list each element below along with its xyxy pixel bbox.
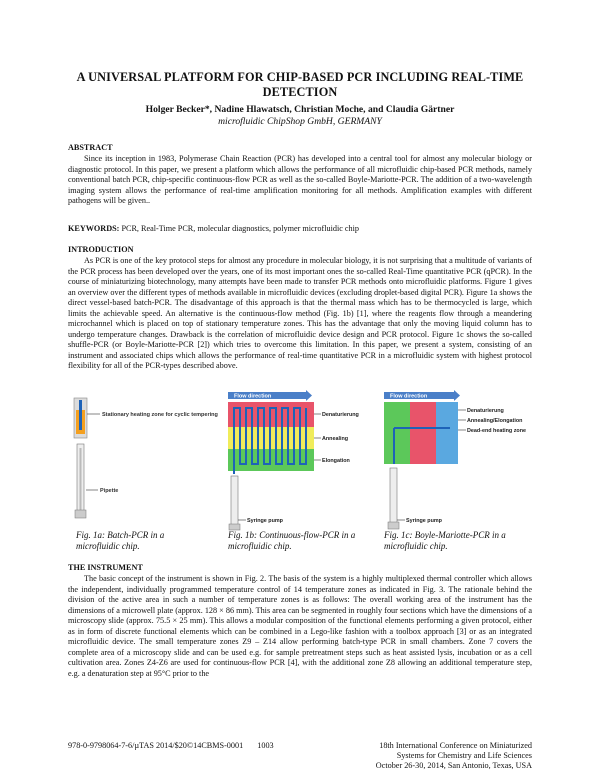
- syringe-body: [390, 468, 397, 524]
- figure-1c-illustration: [380, 392, 532, 534]
- paper-affiliation: microfluidic ChipShop GmbH, GERMANY: [218, 116, 382, 127]
- page-number: 1003: [257, 741, 274, 750]
- figure-1b-illustration: [226, 392, 360, 534]
- zone-label-dead-end: Dead-end heating zone: [467, 428, 527, 434]
- footer-isbn: [68, 741, 274, 751]
- keywords-label: KEYWORDS:: [68, 224, 120, 233]
- sample-channel: [79, 400, 82, 430]
- syringe-body: [231, 476, 238, 526]
- keywords-line: [68, 224, 532, 234]
- instrument-text: The basic concept of the instrument is shown in Fig. 2. The basis of the system is a highly multiplexed thermal controller which allows the independent, individually programmed temperature control of 14 temperature zones as indicated in Fig. 3. The rationale behind the division of the active area in such a number of temperature zones is as follows: The overall working area of the instrument has the dimensions of a microwell plate (approx. 128 × 86 mm). This area can be segmented in roughly four sections which have the dimensions of a microscopy slide (approx. 75.5 × 25 mm). This allows a modular composition of the functional elements performing a given protocol, either as in form of discrete functional elements which can be combined in a Lego-like fashion with a toolbox approach [3] or as an integrated microfluidic device. The small temperature zones Z9 – Z14 allow performing batch-type PCR in small chambers. Zone 7 covers the complete area of a microscopy slide and can be used e.g. for sample pretreatment steps such as heat assisted lysis, incubation or as a cell cultivation area. Zones Z4-Z6 are used for continuous-flow PCR [4], with the additional zone Z8 allowing an additional temperature step, e.g. a denaturation step at 95°C prior to the: [68, 574, 532, 678]
- paper-title: A UNIVERSAL PLATFORM FOR CHIP-BASED PCR INCLUDING REAL-TIME DETECTION: [76, 70, 524, 99]
- abstract-text: Since its inception in 1983, Polymerase Chain Reaction (PCR) has developed into a central tool for almost any molecular biology or diagnostic protocol. In this paper, we present a platform which allows the performance of all microfluidic chip-based PCR methods, namely conventional batch PCR, chip-specific continuous-flow PCR as well as the so-called Boyle-Mariotte-PCR. The addition of a two-wavelength imaging system allows the performance of real-time amplification monitoring for all methods. Amplification examples with different pathogens will be given..: [68, 154, 532, 206]
- figure-1b-caption: Fig. 1b: Continuous-flow-PCR in a microfluidic chip.: [228, 530, 356, 551]
- label-pipette: Pipette: [100, 488, 119, 494]
- zone-label-annealing: Annealing: [322, 436, 349, 442]
- keywords-text: PCR, Real-Time PCR, molecular diagnostics, polymer microfluidic chip: [121, 224, 360, 233]
- zone-denaturation: [410, 402, 436, 464]
- conference-line-1: 18th International Conference on Miniaturized: [379, 741, 532, 750]
- isbn-text: 978-0-9798064-7-6/µTAS 2014/$20©14CBMS-0001: [68, 741, 244, 750]
- zone-label-denaturation: Denaturierung: [322, 412, 359, 418]
- conference-line-2: Systems for Chemistry and Life Sciences: [396, 751, 532, 760]
- label-heating-zone: Stationary heating zone for cyclic tempering: [102, 412, 218, 418]
- zone-label-annealing-elongation: Annealing/Elongation: [467, 418, 523, 424]
- label-syringe-pump: Syringe pump: [247, 518, 283, 524]
- instrument-heading: THE INSTRUMENT: [68, 563, 143, 572]
- zone-label-denaturation: Denaturierung: [467, 408, 504, 414]
- figure-1a-illustration: [66, 392, 218, 532]
- flow-direction-label: Flow direction: [390, 393, 428, 400]
- zone-dead-end-heating: [436, 402, 458, 464]
- intro-heading: INTRODUCTION: [68, 245, 134, 254]
- figure-1a-caption: Fig. 1a: Batch-PCR in a microfluidic chip.: [76, 530, 165, 551]
- figure-1c-caption: Fig. 1c: Boyle-Mariotte-PCR in a microfluidic chip.: [384, 530, 506, 551]
- paper-authors: Holger Becker*, Nadine Hlawatsch, Christian Moche, and Claudia Gärtner: [145, 104, 455, 115]
- abstract-heading: ABSTRACT: [68, 143, 113, 152]
- flow-direction-label: Flow direction: [234, 393, 272, 400]
- zone-annealing-elongation: [384, 402, 410, 464]
- intro-text: As PCR is one of the key protocol steps for almost any procedure in molecular biology, it is not surprising that a multitude of variants of the PCR process has been developed over the years, one of its most important ones the so-called Real-Time quantitative PCR (qPCR). In the course of miniaturizing biotechnology, many attempts have been made to transfer PCR methods onto microfluidic platforms. Figure 1 gives an overview over the different types of methods available in microfluidic devices (excluding droplet-based digital PCR). Figure 1a shows the direct vessel-based batch-PCR. The disadvantage of this approach is that the thermal mass which has to be thermocycled is large, which limits the achievable speed. An alternative is the continuous-flow method (Fig. 1b) [1], where the reagents flow through a meandering microchannel which is placed on top of stationary temperature zones. This has the advantage that only the moving liquid column has to undergo temperature changes. Drawback is the correlation of microfluidic device design and PCR protocol. Figure 1c shows the so-called shuffle-PCR (or Boyle-Mariotte-PCR [2]) which tries to overcome this limitation. In this paper, we present a system, consisting of an instrument and associated chips which allows the performance of real-time quantitative PCR in a microfluidic system with highest protocol flexibility for all of the PCR-types described above.: [68, 256, 532, 371]
- footer-conference: [366, 741, 532, 771]
- zone-label-elongation: Elongation: [322, 458, 350, 464]
- label-syringe-pump: Syringe pump: [406, 518, 442, 524]
- conference-line-3: October 26-30, 2014, San Antonio, Texas, USA: [375, 761, 532, 770]
